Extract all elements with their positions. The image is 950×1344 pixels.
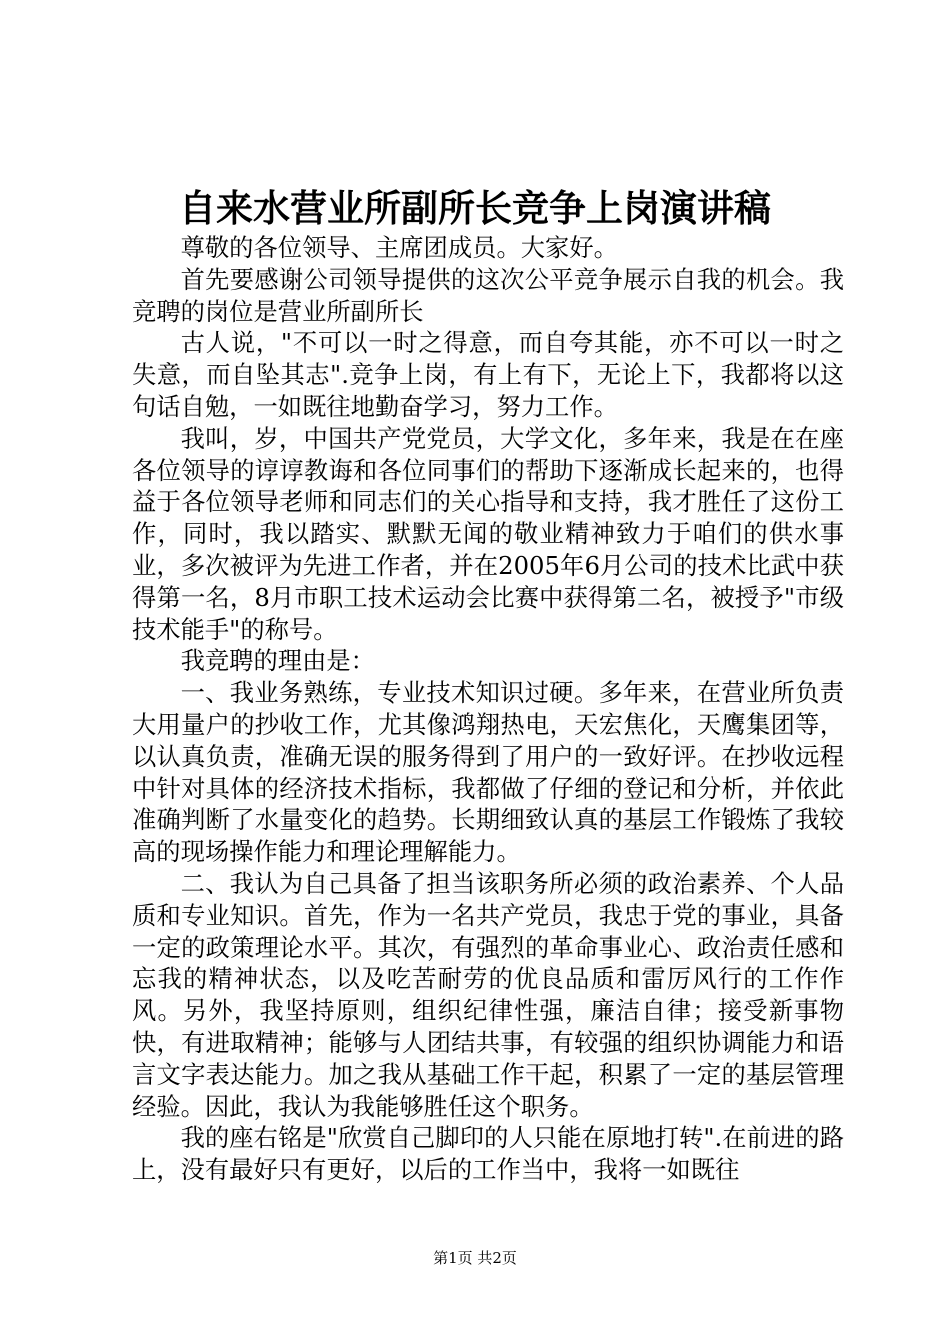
document-body (132, 232, 844, 1186)
paragraph-reasons-heading: 我竞聘的理由是： (180, 646, 375, 676)
page-footer: 第1页 共2页 (433, 1249, 517, 1267)
paragraph-greeting: 尊敬的各位领导、主席团成员。大家好。 (180, 233, 618, 262)
paragraph-thanks: 首先要感谢公司领导提供的这次公平竞争展示自我的机会。我竞聘的岗位是营业所副所长 (132, 264, 844, 326)
paragraph-reason-two: 二、我认为自己具备了担当该职务所必须的政治素养、个人品质和专业知识。首先，作为一名共产党员，我忠于党的事业，具备一定的政策理论水平。其次，有强烈的革命事业心、政治责任感和忘我的精神状态，以及吃苦耐劳的优良品质和雷厉风行的工作作风。另外，我坚持原则，组织纪律性强，廉洁自律；接受新事物快，有进取精神；能够与人团结共事，有较强的组织协调能力和语言文字表达能力。加之我从基础工作干起，积累了一定的基层管理经验。因此，我认为我能够胜任这个职务。 (132, 868, 844, 1121)
document-title: 自来水营业所副所长竞争上岗演讲稿 (179, 186, 771, 230)
paragraph-quote: 古人说，"不可以一时之得意，而自夸其能，亦不可以一时之失意，而自坠其志".竞争上岗，有上有下，无论上下，我都将以这句话自勉，一如既往地勤奋学习，努力工作。 (132, 328, 844, 421)
paragraph-introduction: 我叫，岁，中国共产党党员，大学文化，多年来，我是在在座各位领导的谆谆教诲和各位同事们的帮助下逐渐成长起来的，也得益于各位领导老师和同志们的关心指导和支持，我才胜任了这份工作，同时，我以踏实、默默无闻的敬业精神致力于咱们的供水事业，多次被评为先进工作者，并在2005年6月公司的技术比武中获得第一名，8月市职工技术运动会比赛中获得第二名，被授予"市级技术能手"的称号。 (132, 423, 844, 644)
paragraph-motto: 我的座右铭是"欣赏自己脚印的人只能在原地打转".在前进的路上，没有最好只有更好，以后的工作当中，我将一如既往 (132, 1123, 844, 1185)
paragraph-reason-one: 一、我业务熟练，专业技术知识过硬。多年来，在营业所负责大用量户的抄收工作，尤其像鸿翔热电，天宏焦化，天鹰集团等，以认真负责，准确无误的服务得到了用户的一致好评。在抄收远程中针对具体的经济技术指标，我都做了仔细的登记和分析，并依此准确判断了水量变化的趋势。长期细致认真的基层工作锻炼了我较高的现场操作能力和理论理解能力。 (132, 678, 844, 867)
